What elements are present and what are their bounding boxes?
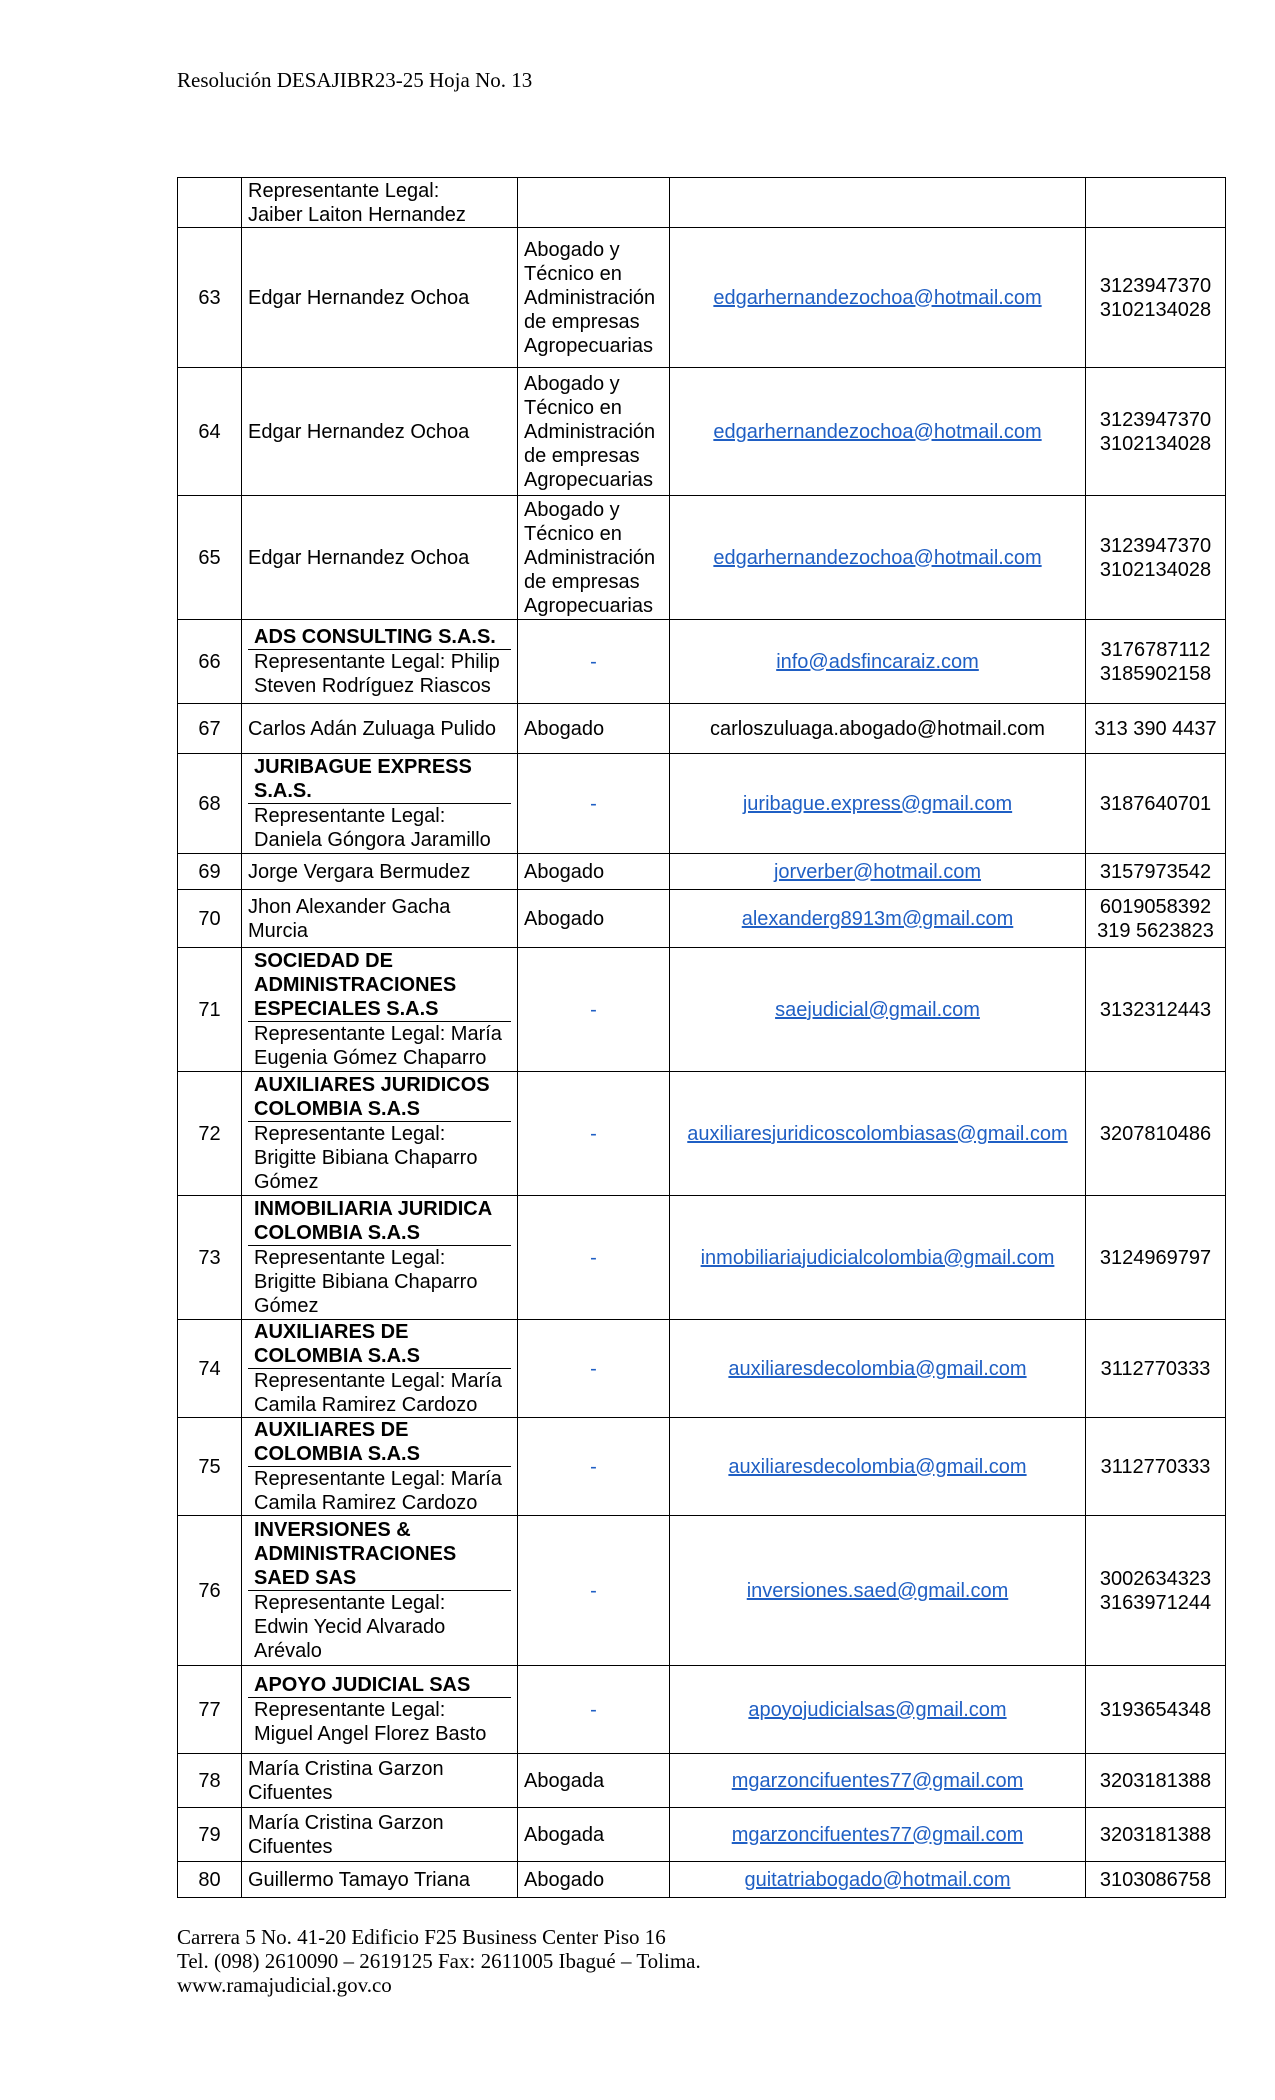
profession-cell: Abogado: [518, 704, 670, 754]
profession-dash: -: [590, 1246, 597, 1269]
rep-line: Gómez: [254, 1295, 319, 1317]
company-name: [248, 949, 511, 1022]
profession-line: Agropecuarias: [524, 468, 653, 491]
row-number: 80: [178, 1862, 242, 1898]
profession-cell: Abogada: [518, 1754, 670, 1808]
email-link[interactable]: inmobiliariajudicialcolombia@gmail.com: [700, 1246, 1055, 1269]
name-cell: [242, 948, 518, 1072]
email-link[interactable]: apoyojudicialsas@gmail.com: [748, 1698, 1007, 1721]
table-row: [178, 854, 1226, 890]
rep-line: Arévalo: [254, 1640, 322, 1662]
profession-line: de empresas: [524, 570, 640, 593]
registry-table: [177, 177, 1226, 1898]
legal-representative: [248, 650, 511, 698]
rep-line: Gómez: [254, 1171, 319, 1193]
table-row: [178, 368, 1226, 496]
table-row: [178, 754, 1226, 854]
email-link[interactable]: jorverber@hotmail.com: [773, 860, 982, 883]
name-cell: [242, 754, 518, 854]
profession-line: Administración: [524, 420, 656, 443]
phone-cell: [1086, 1666, 1226, 1754]
row-number: 68: [178, 754, 242, 854]
name-line: María Cristina Garzon: [248, 1811, 444, 1834]
email-link[interactable]: auxiliaresdecolombia@gmail.com: [728, 1455, 1027, 1478]
profession-dash: -: [590, 998, 597, 1021]
email-cell: [670, 890, 1086, 948]
phone-number: 3112770333: [1100, 1455, 1211, 1478]
name-line: Jhon Alexander Gacha: [248, 895, 451, 918]
email-cell: [670, 620, 1086, 704]
email-link[interactable]: auxiliaresjuridicoscolombiasas@gmail.com: [687, 1122, 1068, 1145]
phone-number: 3123947370: [1099, 408, 1212, 431]
company-name: [248, 625, 511, 650]
profession-dash: -: [590, 1579, 597, 1602]
row-number: 66: [178, 620, 242, 704]
phone-cell: [1086, 1862, 1226, 1898]
email-cell: [670, 948, 1086, 1072]
email-cell: [670, 178, 1086, 228]
page-header: Resolución DESAJIBR23-25 Hoja No. 13: [177, 68, 533, 92]
row-number: 67: [178, 704, 242, 754]
rep-line: Representante Legal:: [254, 1699, 446, 1721]
profession-cell: Abogado: [518, 1862, 670, 1898]
row-number: 65: [178, 496, 242, 620]
rep-line: Representante Legal:: [254, 1592, 446, 1614]
row-number: 73: [178, 1196, 242, 1320]
email-link[interactable]: edgarhernandezochoa@hotmail.com: [713, 420, 1042, 443]
rep-line: Miguel Angel Florez Basto: [254, 1723, 487, 1745]
phone-number: 3203181388: [1099, 1823, 1212, 1846]
row-number: 69: [178, 854, 242, 890]
name-line: María Cristina Garzon: [248, 1757, 444, 1780]
profession-dash: -: [590, 1122, 597, 1145]
phone-number: 3132312443: [1099, 998, 1212, 1021]
profession-line: Técnico en: [524, 262, 622, 285]
table-row: [178, 1666, 1226, 1754]
table-row: [178, 704, 1226, 754]
table-row: [178, 1320, 1226, 1418]
phone-number: 3102134028: [1099, 432, 1212, 455]
profession-cell: [518, 948, 670, 1072]
row-number: 74: [178, 1320, 242, 1418]
table-row: [178, 620, 1226, 704]
name-line: Cifuentes: [248, 1835, 333, 1858]
phone-number: 3193654348: [1099, 1698, 1212, 1721]
profession-dash: -: [590, 1698, 597, 1721]
rep-line: Representante Legal:: [254, 1123, 446, 1145]
email-cell: [670, 1196, 1086, 1320]
company-name: [248, 755, 511, 804]
row-number: 63: [178, 228, 242, 368]
name-cell: [242, 1516, 518, 1666]
email-link[interactable]: auxiliaresdecolombia@gmail.com: [728, 1357, 1027, 1380]
name-cell: [242, 1666, 518, 1754]
legal-representative: [248, 1246, 511, 1318]
profession-cell: [518, 754, 670, 854]
company-name: [248, 1197, 511, 1246]
email-link[interactable]: guitatriabogado@hotmail.com: [744, 1868, 1011, 1891]
email-cell: [670, 1808, 1086, 1862]
company-line: JURIBAGUE EXPRESS: [254, 756, 472, 778]
name-cell: Edgar Hernandez Ochoa: [242, 228, 518, 368]
rep-line: Edwin Yecid Alvarado: [254, 1616, 446, 1638]
rep-line: Steven Rodríguez Riascos: [254, 675, 491, 697]
row-number: 79: [178, 1808, 242, 1862]
company-line: ADMINISTRACIONES: [254, 1543, 457, 1565]
phone-cell: [1086, 704, 1226, 754]
email-cell: [670, 1072, 1086, 1196]
email-cell: [670, 1418, 1086, 1516]
name-cell: [242, 1754, 518, 1808]
page-footer: [177, 1925, 701, 1997]
company-name: [248, 1320, 511, 1369]
company-line: AUXILIARES JURIDICOS: [254, 1074, 490, 1096]
company-line: AUXILIARES DE: [254, 1321, 409, 1343]
phone-cell: [1086, 1418, 1226, 1516]
legal-representative: [248, 1122, 511, 1194]
phone-cell: [1086, 496, 1226, 620]
email-cell: [670, 1862, 1086, 1898]
email-link[interactable]: juribague.express@gmail.com: [742, 792, 1013, 815]
row-number: 70: [178, 890, 242, 948]
profession-cell: [518, 1418, 670, 1516]
profession-cell: [518, 1666, 670, 1754]
profession-line: Agropecuarias: [524, 594, 653, 617]
rep-line: Brigitte Bibiana Chaparro: [254, 1147, 478, 1169]
email-link[interactable]: saejudicial@gmail.com: [775, 998, 980, 1021]
email-link: carloszuluaga.abogado@hotmail.com: [710, 717, 1045, 740]
company-line: COLOMBIA S.A.S: [254, 1345, 420, 1367]
email-cell: [670, 1754, 1086, 1808]
phone-cell: [1086, 1072, 1226, 1196]
name-line: Cifuentes: [248, 1781, 333, 1804]
phone-number: 6019058392: [1099, 895, 1212, 918]
email-cell: [670, 704, 1086, 754]
profession-cell: [518, 368, 670, 496]
email-cell: [670, 368, 1086, 496]
phone-number: 3002634323: [1099, 1567, 1212, 1590]
rep-line: Representante Legal:: [254, 1247, 446, 1269]
name-cell: [242, 1072, 518, 1196]
phone-number: 319 5623823: [1097, 919, 1214, 942]
company-line: AUXILIARES DE: [254, 1419, 409, 1441]
profession-line: Abogado y: [524, 238, 620, 261]
profession-dash: -: [590, 650, 597, 673]
profession-dash: -: [590, 1455, 597, 1478]
legal-representative: [248, 804, 511, 852]
phone-number: 3157973542: [1099, 860, 1212, 883]
profession-cell: [518, 620, 670, 704]
rep-line: Camila Ramirez Cardozo: [254, 1394, 478, 1416]
email-cell: [670, 496, 1086, 620]
table-row: [178, 948, 1226, 1072]
legal-representative: [248, 1467, 511, 1515]
profession-cell: [518, 1516, 670, 1666]
row-number: 71: [178, 948, 242, 1072]
name-line: Murcia: [248, 919, 309, 942]
phone-number: 3187640701: [1099, 792, 1212, 815]
phone-cell: [1086, 178, 1226, 228]
email-cell: [670, 228, 1086, 368]
profession-cell: Abogada: [518, 1808, 670, 1862]
company-line: INMOBILIARIA JURIDICA: [254, 1198, 493, 1220]
company-name: [248, 1518, 511, 1591]
phone-cell: [1086, 854, 1226, 890]
profession-cell: Abogado: [518, 890, 670, 948]
email-link[interactable]: edgarhernandezochoa@hotmail.com: [713, 286, 1042, 309]
email-link[interactable]: info@adsfincaraiz.com: [776, 650, 979, 673]
phone-number: 3124969797: [1099, 1246, 1212, 1269]
phone-cell: [1086, 1320, 1226, 1418]
phone-cell: [1086, 1808, 1226, 1862]
phone-number: 3123947370: [1099, 534, 1212, 557]
profession-cell: Abogado: [518, 854, 670, 890]
email-cell: [670, 754, 1086, 854]
rep-line: Daniela Góngora Jaramillo: [254, 829, 491, 851]
email-cell: [670, 854, 1086, 890]
table-row: [178, 1516, 1226, 1666]
phone-number: 3207810486: [1099, 1122, 1212, 1145]
profession-line: Técnico en: [524, 522, 622, 545]
name-cell: [242, 620, 518, 704]
profession-cell: [518, 1320, 670, 1418]
company-line: ESPECIALES S.A.S: [254, 998, 439, 1020]
table-row: [178, 1072, 1226, 1196]
phone-cell: [1086, 754, 1226, 854]
row-number: 77: [178, 1666, 242, 1754]
company-line: COLOMBIA S.A.S: [254, 1222, 420, 1244]
phone-number: 3102134028: [1099, 558, 1212, 581]
company-name: [248, 1073, 511, 1122]
name-cell: [242, 1320, 518, 1418]
row-number: 72: [178, 1072, 242, 1196]
name-cell: [242, 890, 518, 948]
profession-cell: [518, 228, 670, 368]
table-row: [178, 496, 1226, 620]
representative-cell: [242, 178, 518, 228]
phone-cell: [1086, 948, 1226, 1072]
company-line: ADMINISTRACIONES: [254, 974, 457, 996]
phone-number: 3102134028: [1099, 298, 1212, 321]
legal-representative: [248, 1698, 511, 1746]
company-line: SOCIEDAD DE: [254, 950, 393, 972]
phone-number: 3163971244: [1099, 1591, 1212, 1614]
phone-number: 313 390 4437: [1094, 717, 1217, 740]
table-row: [178, 178, 1226, 228]
legal-representative: [248, 1022, 511, 1070]
profession-line: de empresas: [524, 310, 640, 333]
legal-representative: [248, 1369, 511, 1417]
table-row: [178, 1754, 1226, 1808]
row-number: 64: [178, 368, 242, 496]
email-link[interactable]: edgarhernandezochoa@hotmail.com: [713, 546, 1042, 569]
phone-number: 3176787112: [1100, 638, 1211, 661]
rep-line: Representante Legal: María: [254, 1023, 502, 1045]
name-cell: Guillermo Tamayo Triana: [242, 1862, 518, 1898]
profession-line: de empresas: [524, 444, 640, 467]
phone-number: 3103086758: [1099, 1868, 1212, 1891]
phone-cell: [1086, 228, 1226, 368]
phone-cell: [1086, 1196, 1226, 1320]
table-row: [178, 1418, 1226, 1516]
name-cell: [242, 1808, 518, 1862]
profession-line: Abogado y: [524, 498, 620, 521]
phone-cell: [1086, 1754, 1226, 1808]
table-row: [178, 228, 1226, 368]
phone-number: 3203181388: [1099, 1769, 1212, 1792]
profession-cell: [518, 1196, 670, 1320]
email-cell: [670, 1666, 1086, 1754]
profession-cell: [518, 1072, 670, 1196]
company-line: APOYO JUDICIAL SAS: [254, 1674, 471, 1696]
company-name: [248, 1418, 511, 1467]
company-line: COLOMBIA S.A.S: [254, 1443, 420, 1465]
rep-name: Jaiber Laiton Hernandez: [248, 203, 466, 226]
legal-representative: [248, 1591, 511, 1663]
name-cell: Jorge Vergara Bermudez: [242, 854, 518, 890]
rep-label: Representante Legal:: [248, 179, 440, 202]
name-cell: Carlos Adán Zuluaga Pulido: [242, 704, 518, 754]
row-number: 78: [178, 1754, 242, 1808]
profession-line: Administración: [524, 546, 656, 569]
company-line: SAED SAS: [254, 1567, 357, 1589]
row-number: 76: [178, 1516, 242, 1666]
name-cell: [242, 1418, 518, 1516]
phone-number: 3112770333: [1100, 1357, 1211, 1380]
email-link[interactable]: inversiones.saed@gmail.com: [746, 1579, 1009, 1602]
row-number: 75: [178, 1418, 242, 1516]
rep-line: Representante Legal: María: [254, 1468, 502, 1490]
profession-line: Agropecuarias: [524, 334, 653, 357]
email-cell: [670, 1516, 1086, 1666]
company-line: S.A.S.: [254, 780, 312, 802]
profession-line: Administración: [524, 286, 656, 309]
footer-website: www.ramajudicial.gov.co: [177, 1973, 392, 1997]
company-line: INVERSIONES &: [254, 1519, 411, 1541]
email-cell: [670, 1320, 1086, 1418]
company-line: COLOMBIA S.A.S: [254, 1098, 420, 1120]
profession-cell: [518, 496, 670, 620]
name-cell: Edgar Hernandez Ochoa: [242, 496, 518, 620]
rep-line: Brigitte Bibiana Chaparro: [254, 1271, 478, 1293]
phone-number: 3123947370: [1099, 274, 1212, 297]
phone-cell: [1086, 1516, 1226, 1666]
profession-line: Abogado y: [524, 372, 620, 395]
table-row: [178, 1808, 1226, 1862]
phone-number: 3185902158: [1099, 662, 1212, 685]
rep-line: Camila Ramirez Cardozo: [254, 1492, 478, 1514]
phone-cell: [1086, 620, 1226, 704]
table-row: [178, 890, 1226, 948]
phone-cell: [1086, 368, 1226, 496]
company-name: [248, 1673, 511, 1698]
email-link[interactable]: alexanderg8913m@gmail.com: [741, 907, 1014, 930]
profession-line: Técnico en: [524, 396, 622, 419]
email-link[interactable]: mgarzoncifuentes77@gmail.com: [731, 1823, 1024, 1846]
rep-line: Representante Legal: Philip: [254, 651, 500, 673]
name-cell: Edgar Hernandez Ochoa: [242, 368, 518, 496]
rep-line: Representante Legal:: [254, 805, 446, 827]
email-link[interactable]: mgarzoncifuentes77@gmail.com: [731, 1769, 1024, 1792]
company-line: ADS CONSULTING S.A.S.: [254, 626, 496, 648]
name-cell: [242, 1196, 518, 1320]
footer-phone: Tel. (098) 2610090 – 2619125 Fax: 2611005 Ibagué – Tolima.: [177, 1949, 701, 1973]
profession-dash: -: [590, 792, 597, 815]
profession-cell: [518, 178, 670, 228]
phone-cell: [1086, 890, 1226, 948]
table-row: [178, 1196, 1226, 1320]
row-number: [178, 178, 242, 228]
rep-line: Eugenia Gómez Chaparro: [254, 1047, 487, 1069]
rep-line: Representante Legal: María: [254, 1370, 502, 1392]
profession-dash: -: [590, 1357, 597, 1380]
footer-address: Carrera 5 No. 41-20 Edificio F25 Business Center Piso 16: [177, 1925, 666, 1949]
table-row: [178, 1862, 1226, 1898]
